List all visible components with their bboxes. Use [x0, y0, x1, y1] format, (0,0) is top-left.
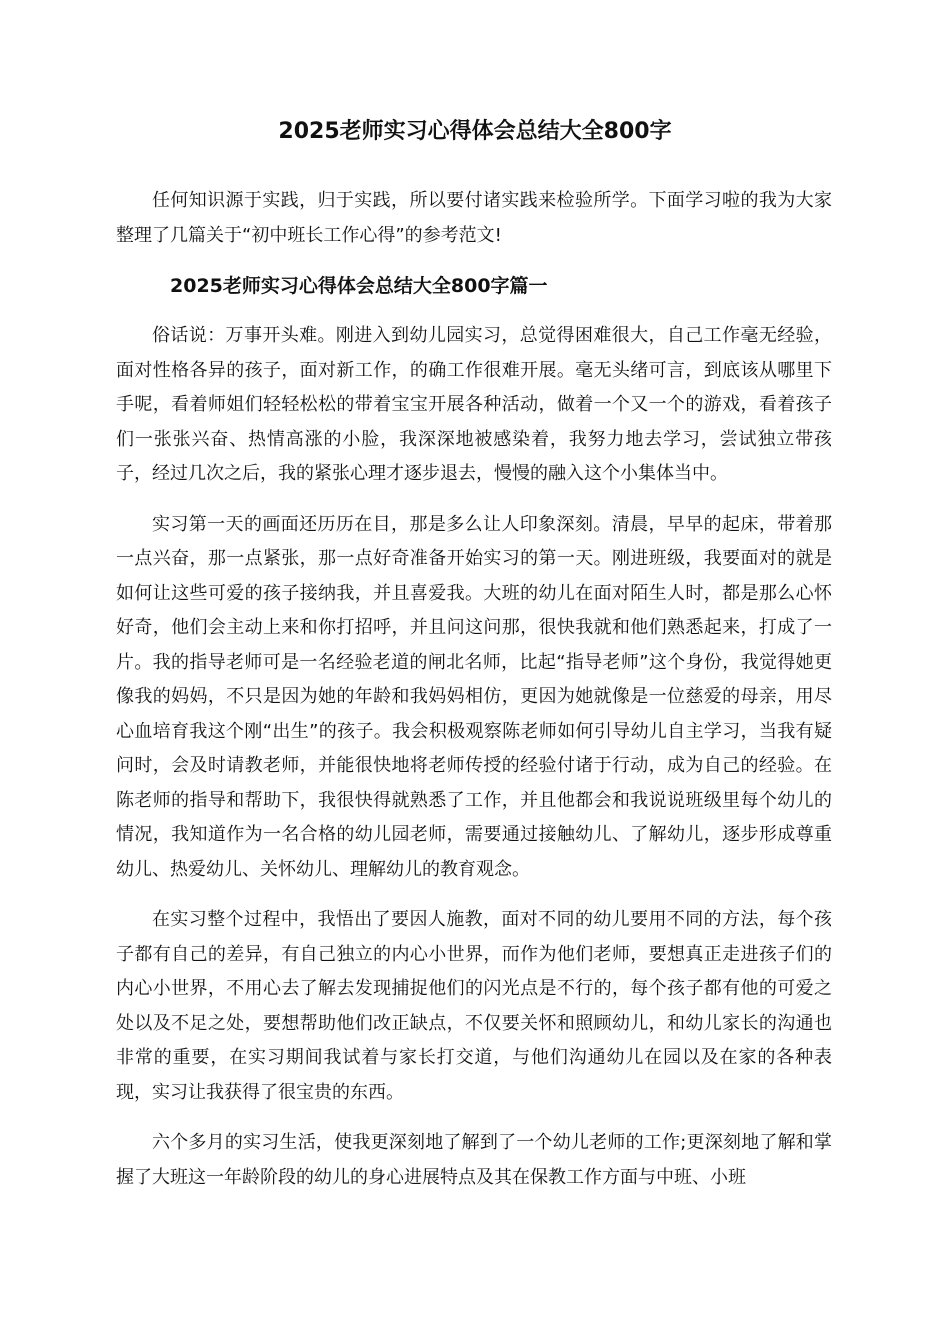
- body-paragraph-4: 六个多月的实习生活，使我更深刻地了解到了一个幼儿老师的工作;更深刻地了解和掌握了大班这一年龄阶段的幼儿的身心进展特点及其在保教工作方面与中班、小班: [116, 1132, 832, 1188]
- section-heading: 2025老师实习心得体会总结大全800字篇一: [170, 275, 548, 297]
- body-paragraph-3: 在实习整个过程中，我悟出了要因人施教，面对不同的幼儿要用不同的方法，每个孩子都有自己的差异，有自己独立的内心小世界，而作为他们老师，要想真正走进孩子们的内心小世界，不用心去了解去发现捕捉他们的闪光点是不行的，每个孩子都有他的可爱之处以及不足之处，要想帮助他们改正缺点，不仅要关怀和照顾幼儿，和幼儿家长的沟通也非常的重要，在实习期间我试着与家长打交道，与他们沟通幼儿在园以及在家的各种表现，实习让我获得了很宝贵的东西。: [116, 909, 832, 1103]
- body-paragraph-2: 实习第一天的画面还历历在目，那是多么让人印象深刻。清晨，早早的起床，带着那一点兴奋，那一点紧张，那一点好奇准备开始实习的第一天。刚进班级，我要面对的就是如何让这些可爱的孩子接纳我，并且喜爱我。大班的幼儿在面对陌生人时，都是那么心怀好奇，他们会主动上来和你打招呼，并且问这问那，很快我就和他们熟悉起来，打成了一片。我的指导老师可是一名经验老道的闸北名师，比起“指导老师”这个身份，我觉得她更像我的妈妈，不只是因为她的年龄和我妈妈相仿，更因为她就像是一位慈爱的母亲，用尽心血培育我这个刚“出生”的孩子。我会积极观察陈老师如何引导幼儿自主学习，当我有疑问时，会及时请教老师，并能很快地将老师传授的经验付诸于行动，成为自己的经验。在陈老师的指导和帮助下，我很快得就熟悉了工作，并且他都会和我说说班级里每个幼儿的情况，我知道作为一名合格的幼儿园老师，需要通过接触幼儿、了解幼儿，逐步形成尊重幼儿、热爱幼儿、关怀幼儿、理解幼儿的教育观念。: [116, 513, 832, 880]
- document-title: 2025老师实习心得体会总结大全800字: [278, 119, 672, 144]
- body-paragraph-1: 俗话说：万事开头难。刚进入到幼儿园实习，总觉得困难很大，自己工作毫无经验，面对性格各异的孩子，面对新工作，的确工作很难开展。毫无头绪可言，到底该从哪里下手呢，看着师姐们轻轻松松的带着宝宝开展各种活动，做着一个又一个的游戏，看着孩子们一张张兴奋、热情高涨的小脸，我深深地被感染着，我努力地去学习，尝试独立带孩子，经过几次之后，我的紧张心理才逐步退去，慢慢的融入这个小集体当中。: [116, 325, 832, 484]
- document-body: [116, 184, 832, 1211]
- intro-paragraph: 任何知识源于实践，归于实践，所以要付诸实践来检验所学。下面学习啦的我为大家整理了几篇关于“初中班长工作心得”的参考范文!: [116, 190, 832, 246]
